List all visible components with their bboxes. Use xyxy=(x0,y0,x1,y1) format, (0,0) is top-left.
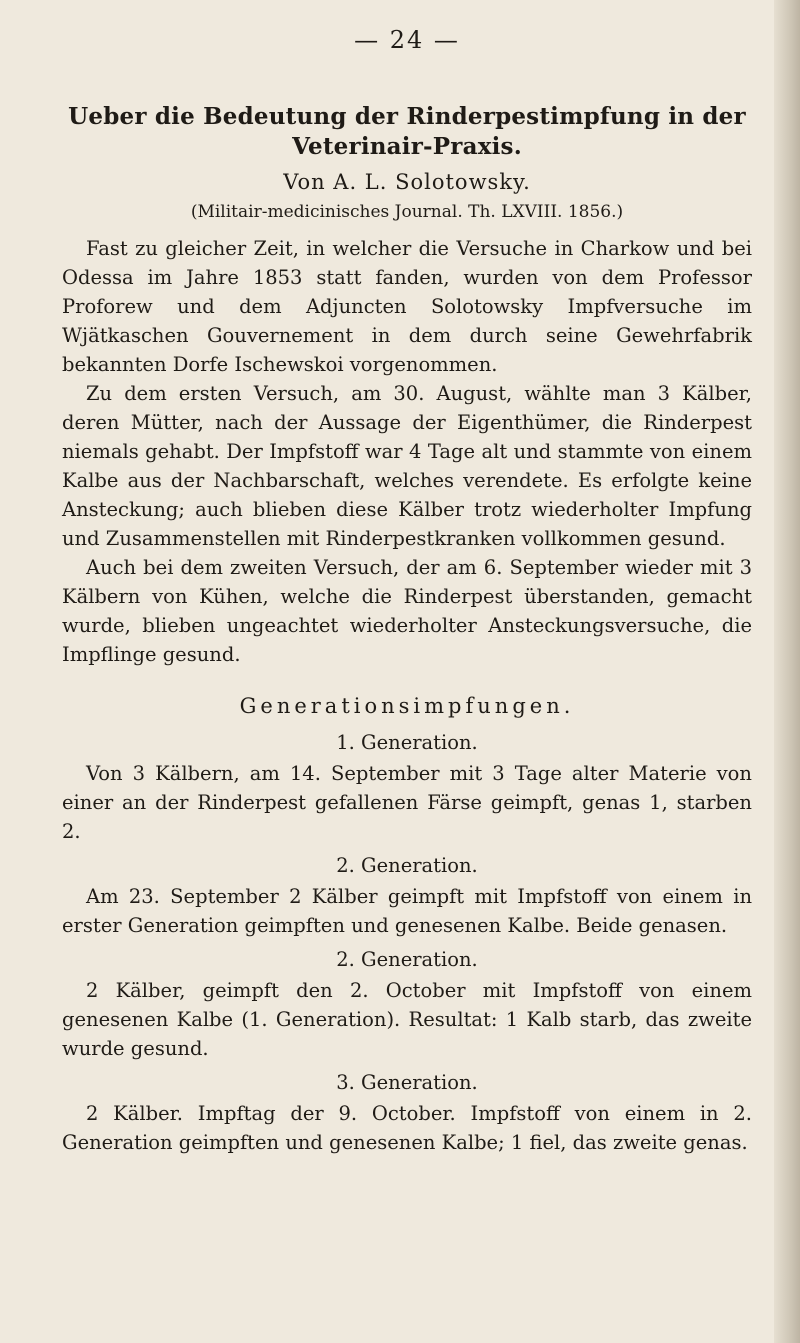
section-heading: Generationsimpfungen. xyxy=(239,694,575,718)
generation-text: Am 23. September 2 Kälber geimpft mit Impfstoff von einem in erster Generation geimpften und genesenen Kalbe. Beide genasen. xyxy=(62,885,752,937)
generation-text: 2 Kälber, geimpft den 2. October mit Impfstoff von einem genesenen Kalbe (1. Generation). Resultat: 1 Kalb starb, das zweite wurde gesund. xyxy=(62,979,752,1060)
generation-heading: 2. Generation. xyxy=(336,948,478,971)
generation-heading: 3. Generation. xyxy=(336,1071,478,1094)
generation-text: Von 3 Kälbern, am 14. September mit 3 Tage alter Materie von einer an der Rinderpest gefallenen Färse geimpft, genas 1, starben 2. xyxy=(62,762,752,843)
generation-heading: 2. Generation. xyxy=(336,854,478,877)
paragraph: Zu dem ersten Versuch, am 30. August, wählte man 3 Kälber, deren Mütter, nach der Aussage der Eigenthümer, die Rinderpest niemals gehabt. Der Impfstoff war 4 Tage alt und stammte von einem Kalbe aus der Nachbarschaft, welches verendete. Es erfolgte keine Ansteckung; auch blieben diese Kälber trotz wiederholter Impfung und Zusammenstellen mit Rinderpestkranken vollkommen gesund. xyxy=(62,382,752,550)
generation-heading: 1. Generation. xyxy=(336,731,478,754)
paragraph: Auch bei dem zweiten Versuch, der am 6. September wieder mit 3 Kälbern von Kühen, welche die Rinderpest überstanden, gemacht wurde, blieben ungeachtet wiederholter Ansteckungsversuche, die Impflinge gesund. xyxy=(62,556,752,666)
document-page xyxy=(62,26,752,1157)
page-edge-shadow xyxy=(774,0,800,1343)
paragraph: Fast zu gleicher Zeit, in welcher die Versuche in Charkow und bei Odessa im Jahre 1853 statt fanden, wurden von dem Professor Proforew und dem Adjuncten Solotowsky Impfversuche im Wjätkaschen Gouvernement in dem durch seine Gewehrfabrik bekannten Dorfe Ischewskoi vorgenommen. xyxy=(62,237,752,376)
generation-text: 2 Kälber. Impftag der 9. October. Impfstoff von einem in 2. Generation geimpften und genesenen Kalbe; 1 fiel, das zweite genas. xyxy=(62,1102,752,1154)
article-title: Ueber die Bedeutung der Rinderpestimpfung in der Veterinair-Praxis. xyxy=(68,103,746,160)
article-source: (Militair-medicinisches Journal. Th. LXVIII. 1856.) xyxy=(190,202,624,222)
article-author: Von A. L. Solotowsky. xyxy=(283,170,531,194)
page-number: — 24 — xyxy=(354,26,460,54)
